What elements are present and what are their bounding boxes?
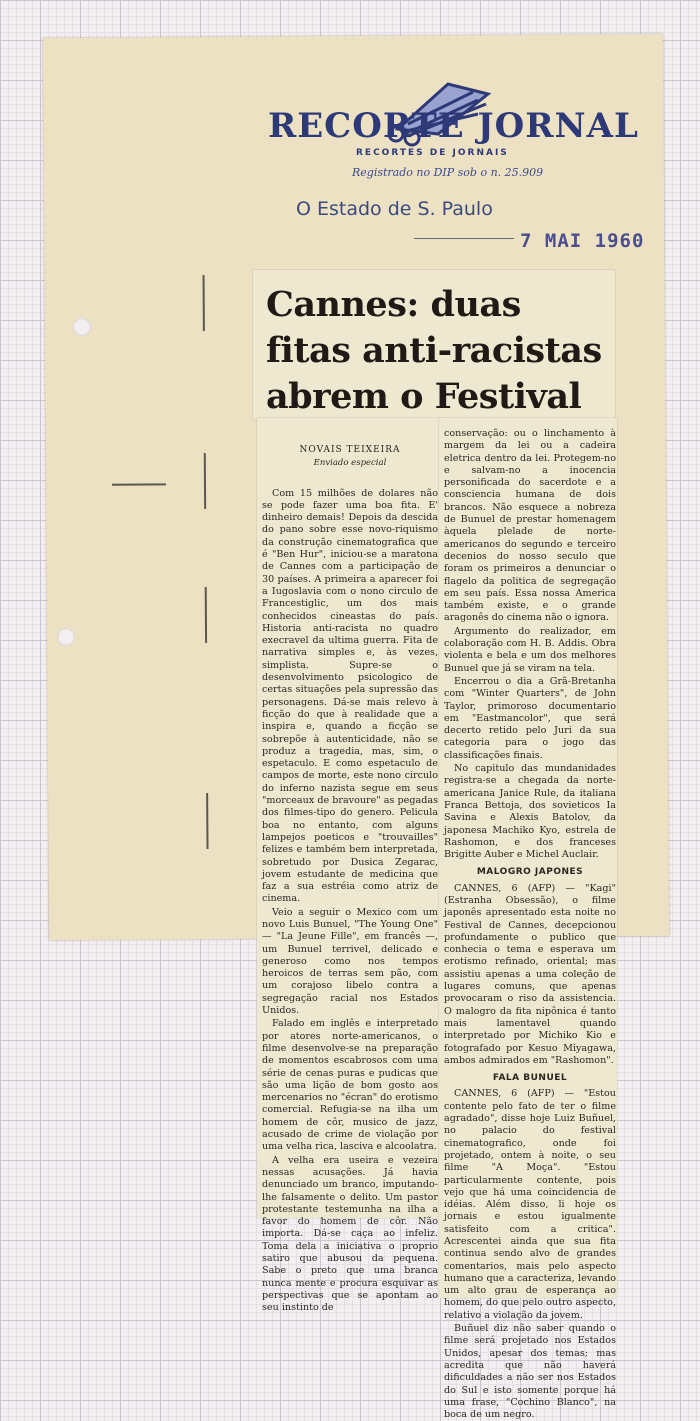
logo-subtitle: RECORTES DE JORNAIS [356,148,509,158]
paragraph: No capitulo das mundanidades registra-se a chegada da norte-americana Janice Rule, da italiana Franca Bettoja, dos sovieticos Ia Savina e Alexis Batolov, da japonesa Machiko Kyo, estrela de Rashomon, e dos franceses Brigitte Auber e Michel Auclair. [444,763,616,861]
guide-mark [204,453,206,509]
subheading-fala-bunuel: FALA BUNUEL [492,1073,568,1084]
punch-hole-top [73,318,91,336]
article-headline: Cannes: duas fitas anti-racistas abrem o Festival [266,284,602,417]
guide-mark [206,793,208,849]
guide-mark [203,275,205,331]
date-underline [414,238,514,239]
punch-hole-bottom [57,628,75,646]
guide-mark [112,483,166,485]
paragraph: Com 15 milhões de dolares não se pode fazer uma boa fita. E' dinheiro demais! Depois da descida do pano sobre esse novo-riquismo da construção cinematografica que é "Ben Hur", iniciou-se a maratona de Cannes com a participação de 30 países. A primeira a aparecer foi a Iugoslavia com o nono circulo de Francestiglic, um dos mais conhecidos cineastas do país. Historia anti-racista no quadro execravel da ultima guerra. Fita de narrativa simples e, às vezes, simplista. Supre-se o desenvolvimento psicologico de certas situações pela supressão das personagens. Dá-se mais relevo à ficção do que à realidade que a inspira e, quando a ficção se sobrepõe à autenticidade, não se produz a tragedia, mas, sim, o espetaculo. E como espetaculo de campos de morte, este nono circulo do inferno nazista segue em seus "morceaux de bravoure" as pegadas dos filmes-tipo do genero. Pelicula boa no entanto, com alguns lampejos poeticos e "trouvailles" felizes e também bem interpretada, sobretudo por Dusica Zegarac, jovem estudante de medicina que faz a sua estréia como atriz de cinema. [262,487,438,905]
paragraph: Argumento do realizador, em colaboração com H. B. Addis. Obra violenta e bela e um dos melhores Bunuel que já se viram na tela. [444,625,616,674]
registration-text: Registrado no DIP sob o n. 25.909 [352,166,544,179]
logo-title: RECORTE JORNAL [268,106,639,146]
paragraph: Veio a seguir o Mexico com um novo Luis Bunuel, "The Young One" — "La Jeune Fille", em francês —, um Bunuel terrivel, delicado e generoso como nos tempos heroicos de terras sem pão, com um corajoso libelo contra a segregação racial nos Estados Unidos. [262,906,438,1017]
paragraph: Encerrou o dia a Grã-Bretanha com "Winter Quarters", de John Taylor, primoroso documentario em "Eastmancolor", que será decerto retido pelo Juri da sua categoria para o jogo das classificações finais. [444,675,616,761]
article-column-right [444,428,616,1421]
byline: NOVAIS TEIXEIRA [299,445,401,455]
byline-role: Enviado especial [313,458,387,469]
paragraph: CANNES, 6 (AFP) — "Estou contente pelo fato de ter o filme agradado", disse hoje Luiz Buñuel, no palacio do festival cinematografico, onde foi projetado, ontem à noite, o seu filme "A Moça". "Estou particularmente contente, pois vejo que há uma coincidencia de idéias. Além disso, li hoje os jornais e estou igualmente satisfeito com a critica". Acrescentei ainda que sua fita continua sendo alvo de grandes comentarios, mais pelo aspecto humano que a caracteriza, levando um alto grau de esperança ao homem, do que pelo outro aspecto, relativo a violação da jovem. [444,1088,616,1321]
date-stamp: 7 MAI 1960 [520,230,645,252]
paragraph: A velha era useira e vezeira nessas acusações. Já havia denunciado um branco, imputando-lhe falsamente o delito. Um pastor protestante testemunha na ilha a favor do homem de côr. Não importa. Dá-se caça ao infeliz. Toma dela a iniciativa o proprio satiro que abusou da pequena. Sabe o preto que uma branca nunca mente e procura esquivar as perspectivas que se apontam ao seu instinto de [262,1154,438,1314]
paragraph: conservação: ou o linchamento à margem da lei ou a cadeira eletrica dentro da lei. Protegem-no e salvam-no a inocencia personificada do sacerdote e a consciencia humana de dois brancos. Não esquece a nobreza de Bunuel de prestar homenagem àquela plelade de norte-americanos do segundo e terceiro decenios do nosso seculo que foram os primeiros a denunciar o flagelo da politica de segregação em seu país. Essa nossa America também existe, e o grande aragonês do cinema não o ignora. [444,428,616,624]
paragraph: Buñuel diz não saber quando o filme será projetado nos Estados Unidos, apesar dos temas; mas acredita que não haverá dificuldades a não ser nos Estados do Sul e isto somente porque há uma frase, "Cochino Blanco", na boca de um negro. [444,1323,616,1421]
paragraph: CANNES, 6 (AFP) — "Kagi" (Estranha Obsessão), o filme japonês apresentado esta noite no Festival de Cannes, decepcionou profundamente o publico que conhecia o tema e esperava um erotismo refinado, oriental; mas assistiu apenas a uma coleção de lugares comuns, que apenas provocaram o riso da assistencia. O malogro da fita nipônica é tanto mais lamentavel quando interpretado por Michiko Kio e fotografado por Kesuo Miyagawa, ambos admirados em "Rashomon". [444,882,616,1066]
article-column-left [262,444,438,1314]
newspaper-name: O Estado de S. Paulo [296,198,493,220]
paragraph: Falado em inglês e interpretado por atores norte-americanos, o filme desenvolve-se na preparação de momentos escabrosos com uma série de cenas puras e pudicas que são uma lição de bom gosto aos mercenarios no "écran" do erotismo comercial. Refugia-se na ilha um homem de côr, musico de jazz, acusado de crime de violação por uma velha rica, lasciva e alcoolatra. [262,1018,438,1153]
subheading-malogro: MALOGRO JAPONES [476,867,584,878]
recorte-jornal-logo [268,74,639,184]
guide-mark [205,587,207,643]
